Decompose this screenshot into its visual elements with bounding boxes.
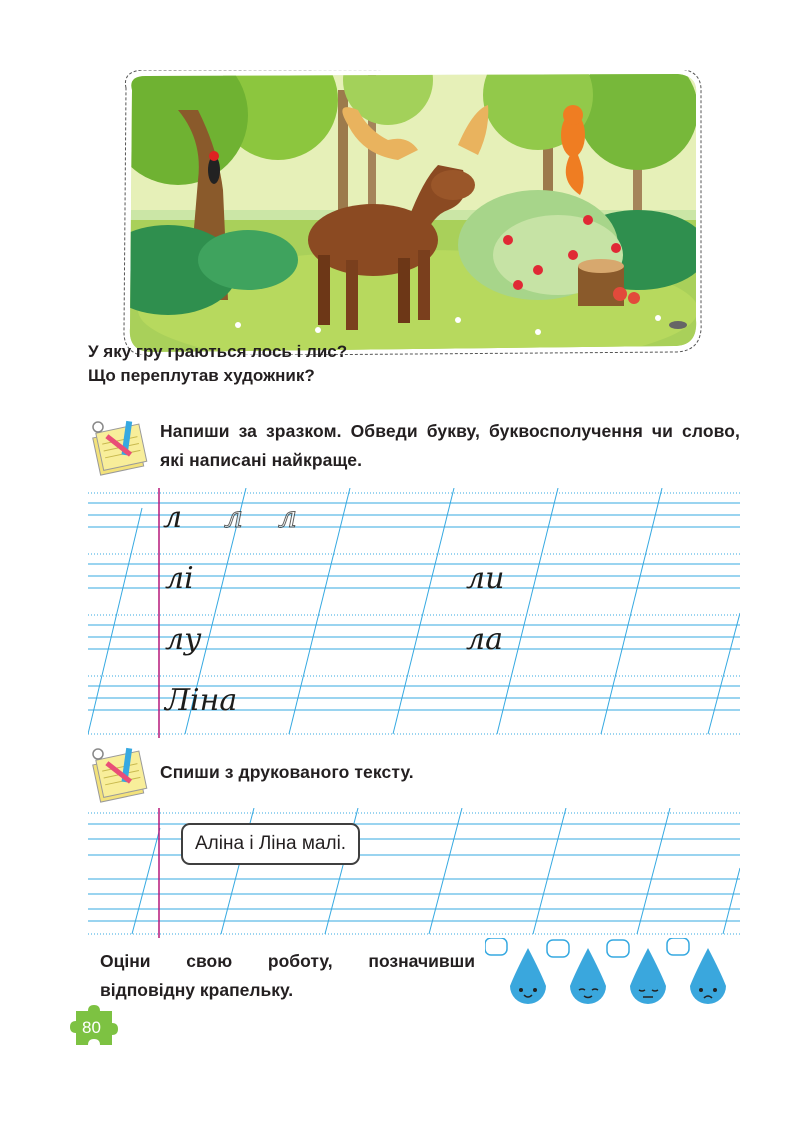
print-text-sample: Аліна і Ліна малі. [181,823,360,865]
sample-li: лі [165,561,194,596]
question-1: У яку гру граються лось і лис? [88,342,348,361]
sample-letter-l: л [163,500,183,535]
task1-instruction: Напиши за зразком. Обведи букву, буквосполучення чи слово, які написані найкраще. [160,421,740,470]
task2-instruction: Спиши з друкованого тексту. [160,762,414,782]
sample-la: ла [466,622,503,657]
drop-2[interactable] [547,940,606,1004]
drop-4[interactable] [667,938,726,1004]
page-number: 80 [82,1018,101,1037]
self-assessment-text: Оціни свою роботу, позначивши відповідну крапельку. [100,951,475,1000]
trace-letter-l-1: л [224,500,244,535]
forest-illustration [118,70,702,355]
notebook-pencil-icon [86,742,150,808]
sample-lu: лу [165,622,202,657]
sample-ly: ли [466,561,505,596]
notebook-pencil-icon [86,415,150,481]
drop-3[interactable] [607,940,666,1004]
question-2: Що переплутав художник? [88,366,315,385]
drop-1[interactable] [485,938,546,1004]
trace-letter-l-2: л [278,500,298,535]
sample-lina: Ліна [165,683,238,718]
drops-rating [485,938,735,1010]
